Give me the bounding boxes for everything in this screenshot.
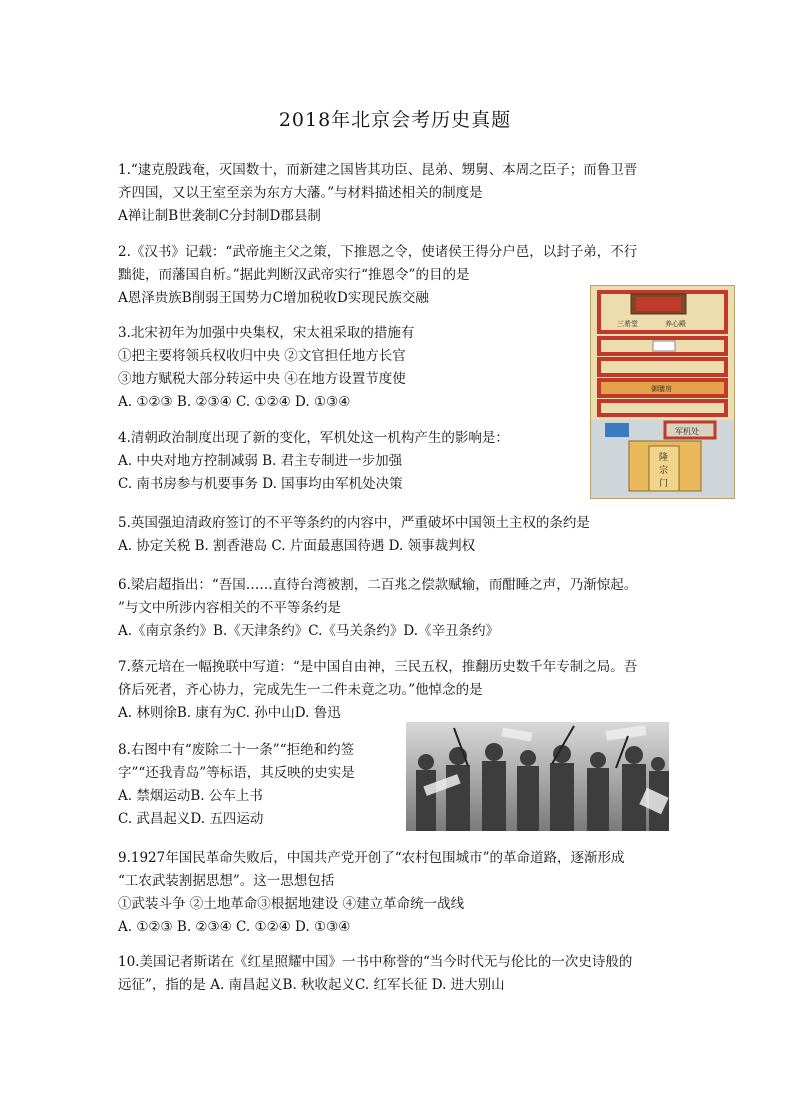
label-zong: 宗 [659,466,669,476]
answer-options: C. 南书房参与机要事务 D. 国事均由军机处决策 [118,476,403,492]
label-men: 门 [659,479,669,489]
palace-layout-figure [590,285,735,499]
question-3 [118,322,414,414]
label-long: 隆 [659,453,669,463]
question-text-line: 10.美国记者斯诺在《红星照耀中国》一书中称誉的“当今时代无与伦比的一次史诗般的 [118,954,633,970]
question-5 [118,512,678,558]
question-text-line: 齐四国，又以王室至亲为东方大藩。”与材料描述相关的制度是 [118,185,483,201]
question-text-line: 8.右图中有“废除二十一条”“拒绝和约签 [118,742,355,758]
question-text-line: ”与文中所涉内容相关的不平等条约是 [118,600,341,616]
question-text-line: ①把主要将领兵权收归中央 ②文官担任地方长官 [118,348,406,364]
question-9 [118,847,678,939]
answer-options: A.《南京条约》B.《天津条约》C.《马关条约》D.《辛丑条约》 [118,623,500,639]
question-text-line: 9.1927年国民革命失败后，中国共产党开创了“农村包围城市”的革命道路，逐渐形成 [118,850,625,866]
answer-options: A禅让制B世袭制C分封制D郡县制 [118,208,321,224]
answer-options: C. 武昌起义D. 五四运动 [118,811,264,827]
question-text-line: 字”“还我青岛”等标语，其反映的史实是 [118,765,355,781]
answer-options: A. 林则徐B. 康有为C. 孙中山D. 鲁迅 [118,705,341,721]
question-text-line: 4.清朝政治制度出现了新的变化，军机处这一机构产生的影响是： [118,430,509,446]
question-text-line: 1.“逮克殷践奄，灭国数十，而新建之国皆其功臣、昆弟、甥舅、本周之臣子；而鲁卫晋 [118,162,638,178]
question-text-line: ①武装斗争 ②土地革命③根据地建设 ④建立革命统一战线 [118,896,465,912]
question-7 [118,656,678,725]
question-8 [118,739,398,831]
label-junjichu: 军机处 [675,427,699,436]
question-text-line: 远征”，指的是 A. 南昌起义B. 秋收起义C. 红军长征 D. 进大别山 [118,977,505,993]
question-6 [118,574,678,643]
question-10 [118,951,678,997]
answer-options: A恩泽贵族B削弱王国势力C增加税收D实现民族交融 [118,290,429,306]
answer-options: A. 中央对地方控制减弱 B. 君主专制进一步加强 [118,453,403,469]
question-text-line: ③地方赋税大部分转运中央 ④在地方设置节度使 [118,371,406,387]
protest-illustration [406,722,669,831]
may-fourth-protest-image [406,722,669,831]
answer-options: A. 协定关税 B. 割香港岛 C. 片面最惠国待遇 D. 领事裁判权 [118,538,476,554]
question-1 [118,159,678,228]
question-text-line: “工农武装割据思想”。这一思想包括 [118,873,335,889]
question-text-line: 6.梁启超指出：“吾国……直待台湾被割，二百兆之偿款赋输，而酣睡之声，乃渐惊起。 [118,577,638,593]
palace-layout-diagram [591,286,734,498]
answer-options: A. 禁烟运动B. 公车上书 [118,788,263,804]
question-text-line: 5.英国强迫清政府签订的不平等条约的内容中，严重破坏中国领土主权的条约是 [118,515,590,531]
label-sanxitang: 三希堂 [617,320,638,328]
question-text-line: 2.《汉书》记载：“武帝施主父之策，下推恩之令，使诸侯王得分户邑，以封子弟，不行 [118,244,638,260]
answer-options: A. ①②③ B. ②③④ C. ①②④ D. ①③④ [118,919,351,935]
question-text-line: 黜徙，而藩国自析。”据此判断汉武帝实行“推恩令”的目的是 [118,267,470,283]
label-yushanfang: 御膳房 [651,385,672,393]
question-4 [118,427,509,496]
question-text-line: 7.蔡元培在一幅挽联中写道：“是中国自由神，三民五权，推翻历史数千年专制之局。吾 [118,659,638,675]
question-text-line: 3.北宋初年为加强中央集权，宋太祖采取的措施有 [118,325,415,341]
question-text-line: 侪后死者，齐心协力，完成先生一二件未竟之功。”他悼念的是 [118,682,483,698]
page-title: 2018年北京会考历史真题 [278,109,512,131]
answer-options: A. ①②③ B. ②③④ C. ①②④ D. ①③④ [118,394,351,410]
label-yangxindian: 养心殿 [665,320,686,328]
